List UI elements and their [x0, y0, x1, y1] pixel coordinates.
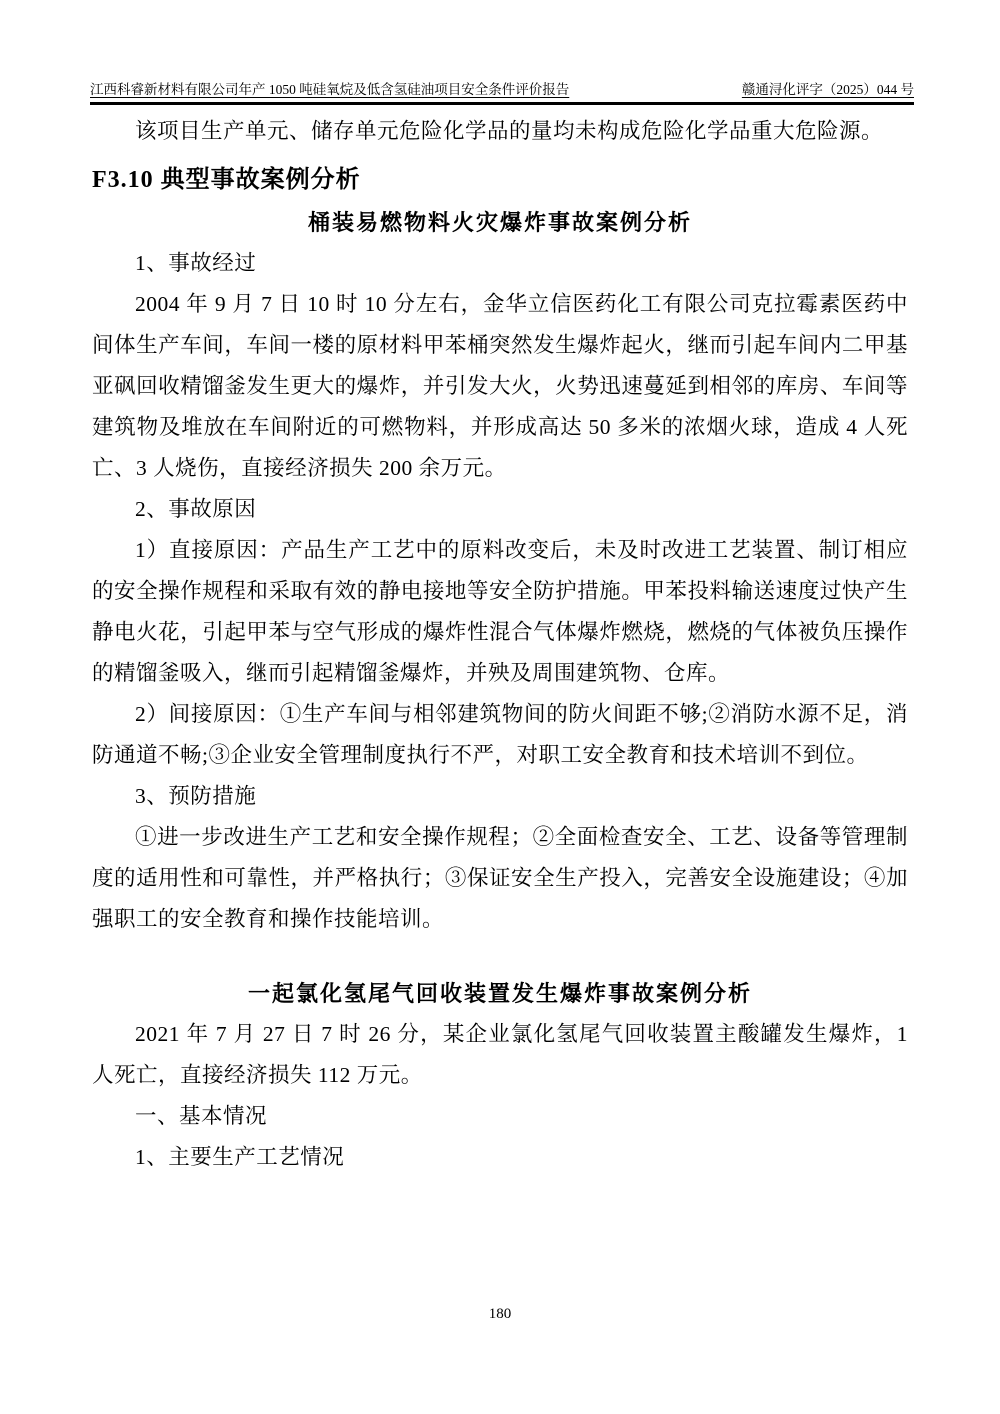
case1-title: 桶装易燃物料火灾爆炸事故案例分析	[307, 210, 692, 235]
intro-paragraph: 该项目生产单元、储存单元危险化学品的量均未构成危险化学品重大危险源。	[135, 119, 884, 143]
document-body	[92, 111, 908, 1178]
case2-item1-label: 一、基本情况	[135, 1104, 268, 1128]
header-doc-number: 赣通浔化评字（2025）044 号	[741, 82, 914, 97]
case1-prevention-paragraph: ①进一步改进生产工艺和安全操作规程；②全面检查安全、工艺、设备等管理制度的适用性和可靠性，并严格执行；③保证安全生产投入，完善安全设施建设；④加强职工的安全教育和操作技能培训。	[92, 825, 908, 931]
case1-item1-label: 1、事故经过	[135, 251, 257, 275]
page-number: 180	[488, 1306, 512, 1322]
case1-item2-label: 2、事故原因	[135, 497, 257, 521]
section-heading-f3-10: F3.10 典型事故案例分析	[92, 167, 361, 193]
header-report-title: 江西科睿新材料有限公司年产 1050 吨硅氧烷及低含氢硅油项目安全条件评价报告	[90, 82, 570, 97]
case1-item3-label: 3、预防措施	[135, 784, 257, 808]
case1-accident-paragraph: 2004 年 9 月 7 日 10 时 10 分左右，金华立信医药化工有限公司克拉霉素医药中间体生产车间，车间一楼的原材料甲苯桶突然发生爆炸起火，继而引起车间内二甲基亚砜回收精馏釜发生更大的爆炸，并引发大火，火势迅速蔓延到相邻的库房、车间等建筑物及堆放在车间附近的可燃物料，并形成高达 50 多米的浓烟火球，造成 4 人死亡、3 人烧伤，直接经济损失 200 余万元。	[92, 292, 908, 480]
case2-item2-label: 1、主要生产工艺情况	[135, 1145, 345, 1169]
case2-overview-paragraph: 2021 年 7 月 27 日 7 时 26 分，某企业氯化氢尾气回收装置主酸罐发生爆炸，1 人死亡，直接经济损失 112 万元。	[92, 1022, 908, 1087]
case2-title: 一起氯化氢尾气回收装置发生爆炸事故案例分析	[247, 981, 752, 1006]
case1-direct-cause-paragraph: 1）直接原因：产品生产工艺中的原料改变后，未及时改进工艺装置、制订相应的安全操作规程和采取有效的静电接地等安全防护措施。甲苯投料输送速度过快产生静电火花，引起甲苯与空气形成的爆炸性混合气体爆炸燃烧，燃烧的气体被负压操作的精馏釜吸入，继而引起精馏釜爆炸，并殃及周围建筑物、仓库。	[92, 538, 908, 685]
page-header	[90, 81, 914, 105]
case1-indirect-cause-paragraph: 2）间接原因：①生产车间与相邻建筑物间的防火间距不够;②消防水源不足，消防通道不畅;③企业安全管理制度执行不严，对职工安全教育和技术培训不到位。	[92, 702, 908, 767]
